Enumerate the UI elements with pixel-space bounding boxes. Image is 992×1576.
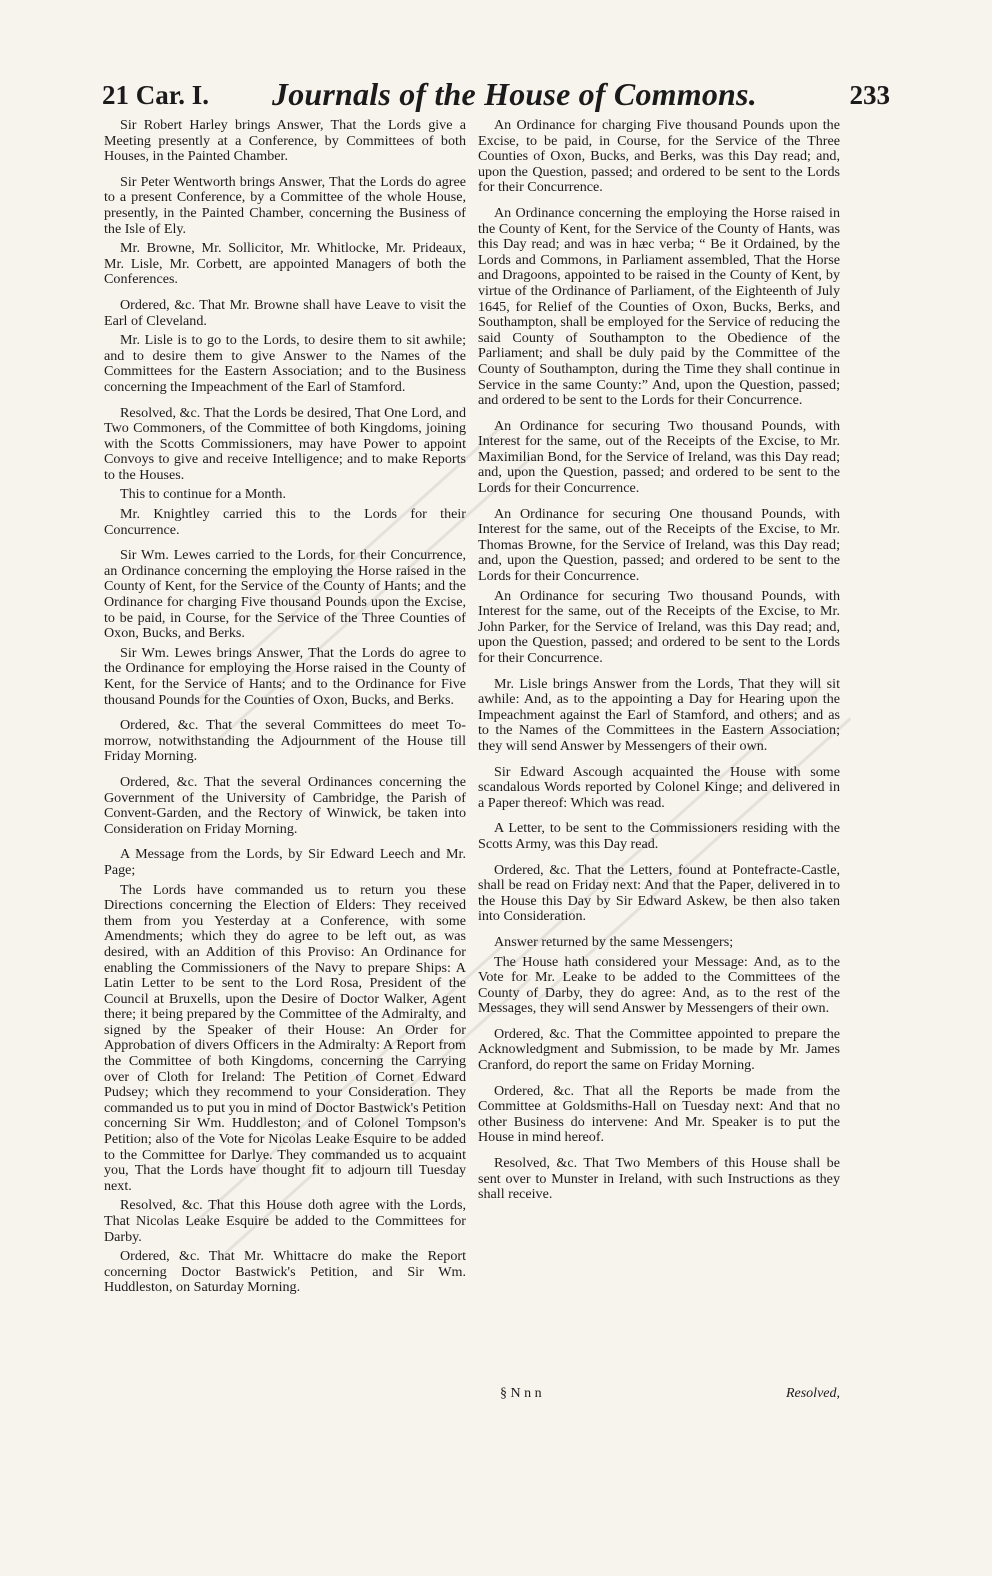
paragraph: A Message from the Lords, by Sir Edward Leech and Mr. Page; — [104, 846, 466, 878]
paragraph: Sir Wm. Lewes carried to the Lords, for their Concurrence, an Ordinance concerning the employing the Horse raised in the County of Kent, for the Service of the County of Hants; and the Ordinance for charging Five thousand Pounds upon the Excise, to be paid, in Course, for the Service of the Three Counties of Oxon, Bucks, and Berks. — [104, 547, 466, 642]
paragraph: Ordered, &c. That the Letters, found at Pontefracte-Castle, shall be read on Friday next: And that the Paper, delivered in to the House this Day by Sir Edward Askew, be then also taken into Consideration. — [478, 861, 840, 925]
paragraph: Mr. Lisle is to go to the Lords, to desire them to sit awhile; and to desire them to give Answer to the Names of the Committees for the Eastern Association; and to the Business concerning the Impeachment of the Earl of Stamford. — [104, 332, 466, 395]
paragraph: An Ordinance concerning the employing the Horse raised in the County of Kent, for the Service of the County of Hants, was this Day read; and was in hæc verba; “ Be it Ordained, by the Lords and Commons, in Parliament assembled, That the Horse and Dragoons, appointed to be raised in the County of Kent, by virtue of the Ordinance of Parliament, of the Eighteenth of July 1645, for Relief of the Counties of Oxon, Bucks, Berks, and Southampton, shall be employed for the Service of reducing the said County of Southampton to the Obedience of the Parliament; and shall be duly paid by the Committee of the County of Southampton, during the Time they shall continue in Service in the same County:” And, upon the Question, passed; and ordered to be sent to the Lords for their Concurrence. — [478, 204, 840, 409]
catchword: Resolved, — [785, 1386, 840, 1401]
paragraph: Ordered, &c. That Mr. Browne shall have Leave to visit the Earl of Cleveland. — [104, 296, 466, 329]
paragraph: Ordered, &c. That all the Reports be made from the Committee at Goldsmiths-Hall on Tuesday next: And that no other Business do intervene: And Mr. Speaker is to put the House in mind hereof. — [478, 1082, 840, 1146]
paragraph: Mr. Browne, Mr. Sollicitor, Mr. Whitlocke, Mr. Prideaux, Mr. Lisle, Mr. Corbett, are appointed Managers of both the Conferences. — [104, 240, 466, 288]
regnal-year: 21 Car. I. — [102, 80, 210, 110]
paragraph: Mr. Knightley carried this to the Lords for their Concurrence. — [104, 506, 466, 538]
running-title: Journals of the House of Commons. — [272, 76, 757, 112]
paragraph: Ordered, &c. That Mr. Whittacre do make the Report concerning Doctor Bastwick's Petition, and Sir Wm. Huddleston, on Saturday Morning. — [104, 1248, 466, 1296]
paragraph: Resolved, &c. That Two Members of this House shall be sent over to Munster in Ireland, with such Instructions as they shall receive. — [478, 1155, 840, 1203]
paragraph: Sir Edward Ascough acquainted the House with some scandalous Words reported by Colonel Kinge; and delivered in a Paper thereof: Which was read. — [478, 763, 840, 811]
signature-mark: § N n n — [500, 1386, 542, 1401]
page-number: 233 — [849, 80, 890, 110]
paragraph: Mr. Lisle brings Answer from the Lords, That they will sit awhile: And, as to the appointing a Day for Hearing upon the Impeachment against the Earl of Stamford, and others; and as to the Names of the Committees in the Eastern Association; they will send Answer by Messengers of their own. — [478, 675, 840, 754]
paragraph: Ordered, &c. That the several Committees do meet To-morrow, notwithstanding the Adjournment of the House till Friday Morning. — [104, 717, 466, 765]
paragraph: Sir Wm. Lewes brings Answer, That the Lords do agree to the Ordinance for employing the Horse raised in the County of Kent, for the Service of Hants; and to the Ordinance for Five thousand Pounds for the Counties of Oxon, Bucks, and Berks. — [104, 644, 466, 708]
paragraph: An Ordinance for securing Two thousand Pounds, with Interest for the same, out of the Receipts of the Excise, to Mr. John Parker, for the Service of Ireland, was this Day read; and, upon the Question, passed; and ordered to be sent to the Lords for their Concurrence. — [478, 587, 840, 666]
page-footer — [478, 1386, 840, 1402]
paragraph: Ordered, &c. That the several Ordinances concerning the Government of the University of Cambridge, the Parish of Convent-Garden, and the Rectory of Winwick, be taken into Consideration on Friday Morning. — [104, 773, 466, 837]
page-header — [102, 76, 890, 116]
paragraph: Ordered, &c. That the Committee appointed to prepare the Acknowledgment and Submission, to be made by Mr. James Cranford, do report the same on Friday Morning. — [478, 1025, 840, 1074]
paragraph: The Lords have commanded us to return you these Directions concerning the Election of Elders: They received them from you Yesterday at a Conference, with some Amendments; which they do agree to be left out, as was desired, with an Addition of this Proviso: An Ordinance for enabling the Commissioners of the Navy to prepare Ships: A Latin Letter to be sent to the Lord Rosa, President of the Council at Bruxells, upon the Desire of Doctor Walker, Agent there; it being prepared by the Committee of the Admiralty, and signed by the Speaker of their House: An Order for Approbation of divers Officers in the Admiralty: A Report from the Committee of both Kingdoms, concerning the Carrying over of Cloth for Ireland: The Petition of Cornet Edward Pudsey; which they recommend to your Consideration. They commanded us to put you in mind of Doctor Bastwick's Petition concerning Sir Wm. Huddleston; and of Colonel Tompson's Petition; also of the Vote for Nicolas Leake Esquire to be added to the Committee for Darlye. They commanded us to acquaint you, That the Lords have thought fit to adjourn till Tuesday next. — [104, 881, 466, 1194]
left-column — [104, 118, 466, 1300]
right-column — [478, 118, 840, 1207]
paragraph: Answer returned by the same Messengers; — [494, 933, 734, 950]
paragraph: An Ordinance for securing Two thousand Pounds, with Interest for the same, out of the Receipts of the Excise, to Mr. Maximilian Bond, for the Service of Ireland, was this Day read; and, upon the Question, passed; and ordered to be sent to the Lords for their Concurrence. — [478, 417, 840, 497]
paragraph: The House hath considered your Message: And, as to the Vote for Mr. Leake to be added to the Committees of the County of Darby, they do agree: And, as to the rest of the Messages, they will send Answer by Messengers of their own. — [478, 953, 840, 1017]
paragraph: An Ordinance for charging Five thousand Pounds upon the Excise, to be paid, in Course, for the Service of the Three Counties of Oxon, Bucks, and Berks, was this Day read; and, upon the Question, passed; and ordered to be sent to the Lords for their Concurrence. — [478, 117, 840, 196]
paragraph: Sir Robert Harley brings Answer, That the Lords give a Meeting presently at a Conference, by Committees of both Houses, in the Painted Chamber. — [104, 117, 466, 165]
paragraph: Resolved, &c. That the Lords be desired, That One Lord, and Two Commoners, of the Committee of both Kingdoms, joining with the Scotts Commissioners, may have Power to appoint Convoys to give and receive Intelligence; and to make Reports to the Houses. — [104, 404, 466, 483]
paragraph: An Ordinance for securing One thousand Pounds, with Interest for the same, out of the Receipts of the Excise, to Mr. Thomas Browne, for the Service of Ireland, was this Day read; and, upon the Question, passed; and ordered to be sent to the Lords for their Concurrence. — [478, 505, 840, 585]
paragraph: Resolved, &c. That this House doth agree with the Lords, That Nicolas Leake Esquire be added to the Committees for Darby. — [104, 1197, 466, 1245]
paragraph: This to continue for a Month. — [120, 486, 286, 503]
paragraph: Sir Peter Wentworth brings Answer, That the Lords do agree to a present Conference, by a Committee of the whole House, presently, in the Painted Chamber, concerning the Business of the Isle of Ely. — [104, 173, 466, 237]
paragraph: A Letter, to be sent to the Commissioners residing with the Scotts Army, was this Day read. — [478, 820, 840, 852]
